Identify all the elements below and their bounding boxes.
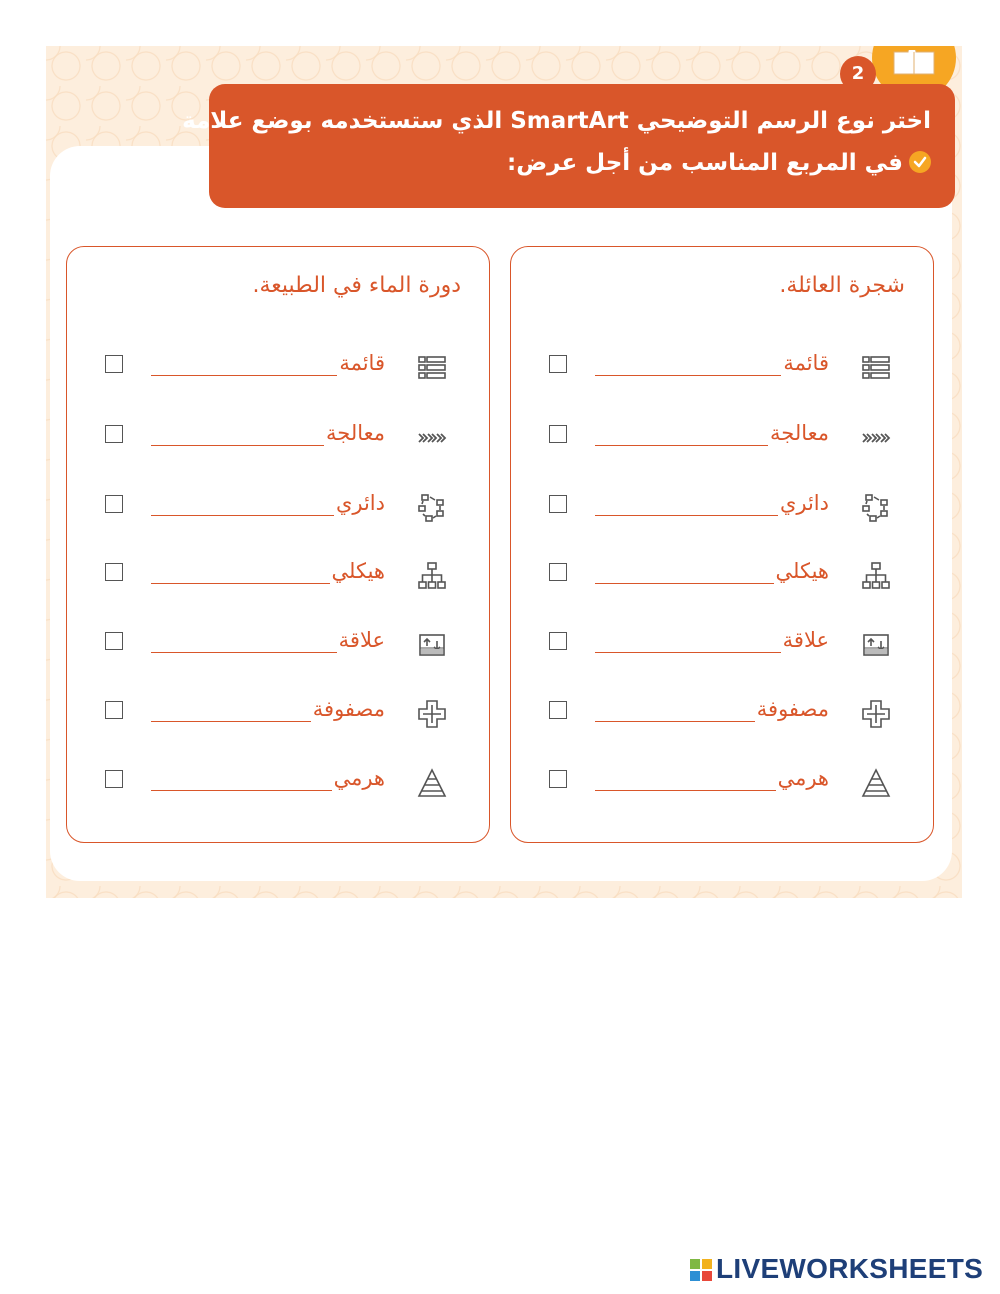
answer-blank-line [151, 445, 324, 446]
option-row [67, 624, 489, 664]
option-row [511, 417, 933, 457]
option-label: معالجة [770, 421, 829, 445]
matrix-icon [861, 699, 891, 729]
option-label: علاقة [782, 628, 829, 652]
answer-blank-line [151, 375, 337, 376]
list-icon [861, 353, 891, 383]
answer-checkbox[interactable] [549, 563, 567, 581]
question-number: 2 [840, 56, 876, 92]
option-label: هرمي [777, 766, 829, 790]
instruction-line-1: اختر نوع الرسم التوضيحي SmartArt الذي ستستخدمه بوضع علامة [182, 108, 931, 134]
hierarchy-icon [417, 561, 447, 591]
option-label: مصفوفة [312, 697, 385, 721]
option-row [511, 487, 933, 527]
answer-checkbox[interactable] [105, 632, 123, 650]
instruction-line-2-text: في المربع المناسب من أجل عرض: [507, 150, 903, 176]
option-row [511, 762, 933, 802]
relationship-icon [417, 630, 447, 660]
option-label: دائري [335, 491, 385, 515]
answer-checkbox[interactable] [549, 495, 567, 513]
answer-blank-line [151, 515, 334, 516]
answer-checkbox[interactable] [105, 355, 123, 373]
panel-title: شجرة العائلة. [779, 273, 905, 298]
answer-blank-line [595, 375, 781, 376]
matrix-icon [417, 699, 447, 729]
option-label: قائمة [339, 351, 385, 375]
brand-name: LIVEWORKSHEETS [716, 1253, 984, 1284]
list-icon [417, 353, 447, 383]
option-row [67, 347, 489, 387]
option-label: قائمة [783, 351, 829, 375]
answer-checkbox[interactable] [549, 425, 567, 443]
cycle-icon [861, 493, 891, 523]
option-label: علاقة [338, 628, 385, 652]
option-row [67, 555, 489, 595]
answer-blank-line [595, 515, 778, 516]
option-row [511, 624, 933, 664]
hierarchy-icon [861, 561, 891, 591]
worksheet-card [46, 46, 962, 898]
answer-checkbox[interactable] [105, 495, 123, 513]
process-icon [861, 423, 891, 453]
answer-checkbox[interactable] [105, 701, 123, 719]
answer-blank-line [151, 583, 330, 584]
answer-blank-line [595, 721, 755, 722]
pyramid-icon [417, 768, 447, 798]
answer-checkbox[interactable] [549, 355, 567, 373]
option-label: هرمي [333, 766, 385, 790]
option-row [67, 693, 489, 733]
puzzle-icon [892, 50, 936, 76]
panel-water-cycle [66, 246, 490, 843]
answer-blank-line [151, 652, 337, 653]
instruction-line-2 [229, 142, 931, 184]
checkmark-icon [909, 151, 931, 173]
panel-family-tree [510, 246, 934, 843]
option-label: هيكلي [775, 559, 829, 583]
option-label: دائري [779, 491, 829, 515]
answer-blank-line [595, 583, 774, 584]
answer-checkbox[interactable] [549, 770, 567, 788]
option-row [67, 417, 489, 457]
liveworksheets-logo-icon [690, 1259, 712, 1281]
option-row [511, 693, 933, 733]
option-row [511, 347, 933, 387]
answer-blank-line [151, 790, 332, 791]
answer-blank-line [595, 790, 776, 791]
answer-blank-line [595, 652, 781, 653]
answer-blank-line [595, 445, 768, 446]
option-label: مصفوفة [756, 697, 829, 721]
option-row [67, 762, 489, 802]
cycle-icon [417, 493, 447, 523]
option-row [511, 555, 933, 595]
answer-checkbox[interactable] [105, 770, 123, 788]
option-row [67, 487, 489, 527]
answer-checkbox[interactable] [549, 632, 567, 650]
pyramid-icon [861, 768, 891, 798]
option-label: هيكلي [331, 559, 385, 583]
answer-checkbox[interactable] [105, 425, 123, 443]
instruction-banner [182, 84, 955, 208]
option-label: معالجة [326, 421, 385, 445]
answer-blank-line [151, 721, 311, 722]
process-icon [417, 423, 447, 453]
answer-checkbox[interactable] [549, 701, 567, 719]
answer-checkbox[interactable] [105, 563, 123, 581]
relationship-icon [861, 630, 891, 660]
panel-title: دورة الماء في الطبيعة. [252, 273, 461, 298]
